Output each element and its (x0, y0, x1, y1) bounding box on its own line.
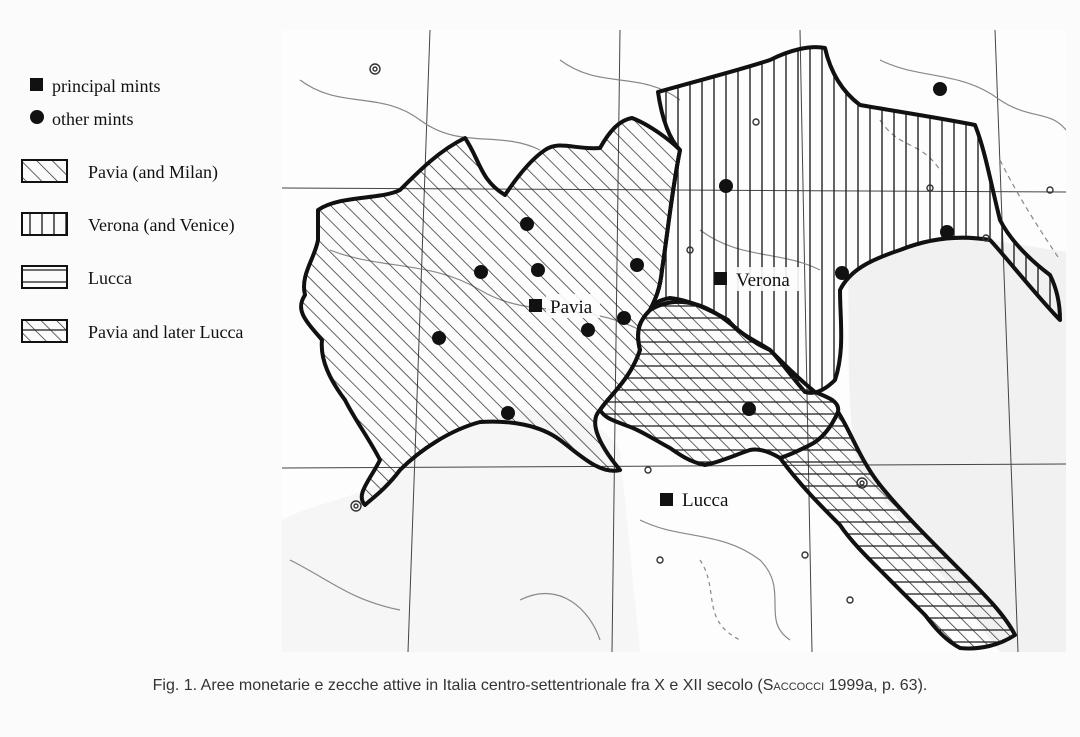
city-label-pavia: Pavia (550, 297, 593, 318)
principal-mint-lucca-marker (660, 493, 673, 506)
legend-lucca: Lucca (88, 268, 132, 288)
principal-mint-legend-icon (30, 78, 43, 91)
other-mint-marker (501, 406, 515, 420)
legend-pavia-later-lucca: Pavia and later Lucca (88, 322, 244, 342)
legend-other-mints: other mints (52, 109, 134, 129)
caption-author: Saccocci (762, 677, 825, 694)
other-mint-marker (742, 402, 756, 416)
principal-mint-verona-marker (714, 272, 727, 285)
legend-pavia-milan: Pavia (and Milan) (88, 162, 218, 182)
other-mint-legend-icon (30, 110, 44, 124)
city-label-lucca: Lucca (682, 490, 729, 511)
legend-swatch-verona-venice (22, 213, 67, 235)
other-mint-marker (432, 331, 446, 345)
other-mint-marker (581, 323, 595, 337)
other-mint-marker (933, 82, 947, 96)
other-mint-marker (940, 225, 954, 239)
other-mint-marker (835, 266, 849, 280)
other-mint-marker (531, 263, 545, 277)
figure-caption (0, 677, 1080, 695)
caption-reference: 1999a, p. 63). (824, 677, 928, 694)
legend-principal-mints: principal mints (52, 76, 161, 96)
other-mint-marker (520, 217, 534, 231)
legend-swatch-pavia-milan (22, 160, 67, 182)
principal-mint-pavia-marker (529, 299, 542, 312)
other-mint-marker (474, 265, 488, 279)
other-mint-marker (630, 258, 644, 272)
legend (22, 76, 243, 342)
legend-swatch-lucca (22, 266, 67, 288)
legend-verona-venice: Verona (and Venice) (88, 215, 235, 235)
city-label-verona: Verona (736, 270, 790, 291)
caption-text: Fig. 1. Aree monetarie e zecche attive in Italia centro-settentrionale fra X e XII secolo ( (152, 677, 763, 694)
other-mint-marker (617, 311, 631, 325)
other-mint-marker (719, 179, 733, 193)
